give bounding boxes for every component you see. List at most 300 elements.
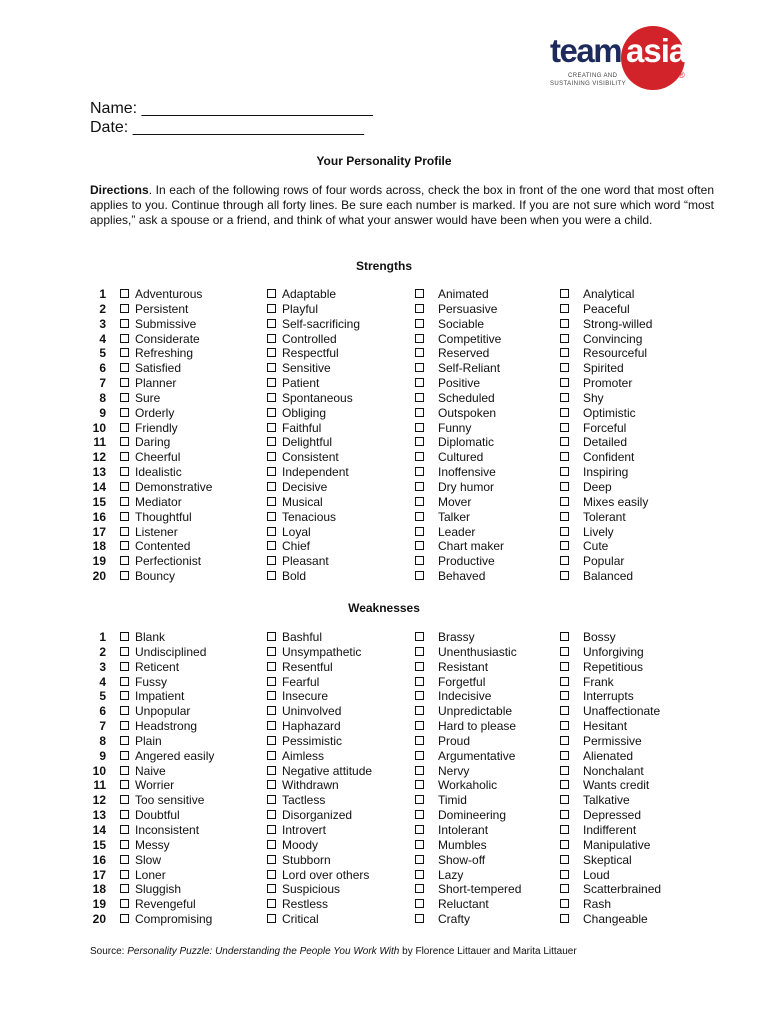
word-option[interactable]	[120, 675, 167, 690]
word-option[interactable]	[560, 361, 624, 376]
checkbox[interactable]	[120, 319, 129, 328]
word-option[interactable]	[120, 749, 214, 764]
checkbox[interactable]	[415, 795, 424, 804]
checkbox[interactable]	[120, 795, 129, 804]
checkbox[interactable]	[267, 691, 276, 700]
word-option[interactable]	[120, 660, 179, 675]
checkbox[interactable]	[415, 527, 424, 536]
checkbox[interactable]	[120, 884, 129, 893]
word-option[interactable]	[415, 406, 496, 421]
checkbox[interactable]	[120, 736, 129, 745]
word-option[interactable]	[267, 764, 372, 779]
checkbox[interactable]	[267, 363, 276, 372]
checkbox[interactable]	[415, 408, 424, 417]
word-option[interactable]	[267, 868, 369, 883]
word-option[interactable]	[267, 630, 322, 645]
word-option[interactable]	[560, 391, 604, 406]
word-option[interactable]	[415, 376, 480, 391]
checkbox[interactable]	[560, 825, 569, 834]
word-option[interactable]	[120, 853, 161, 868]
checkbox[interactable]	[267, 527, 276, 536]
word-option[interactable]	[560, 868, 610, 883]
checkbox[interactable]	[120, 825, 129, 834]
word-option[interactable]	[415, 823, 488, 838]
checkbox[interactable]	[415, 825, 424, 834]
word-option[interactable]	[415, 525, 475, 540]
checkbox[interactable]	[120, 721, 129, 730]
word-option[interactable]	[560, 853, 632, 868]
checkbox[interactable]	[560, 751, 569, 760]
word-option[interactable]	[120, 569, 175, 584]
word-option[interactable]	[267, 793, 325, 808]
word-option[interactable]	[267, 675, 319, 690]
word-option[interactable]	[560, 539, 608, 554]
checkbox[interactable]	[415, 363, 424, 372]
checkbox[interactable]	[120, 556, 129, 565]
word-option[interactable]	[415, 645, 517, 660]
word-option[interactable]	[267, 554, 329, 569]
checkbox[interactable]	[560, 393, 569, 402]
checkbox[interactable]	[415, 884, 424, 893]
word-option[interactable]	[120, 391, 160, 406]
word-option[interactable]	[267, 734, 342, 749]
checkbox[interactable]	[267, 647, 276, 656]
checkbox[interactable]	[560, 556, 569, 565]
checkbox[interactable]	[415, 810, 424, 819]
word-option[interactable]	[120, 704, 190, 719]
word-option[interactable]	[415, 539, 504, 554]
word-option[interactable]	[120, 332, 200, 347]
checkbox[interactable]	[267, 721, 276, 730]
checkbox[interactable]	[415, 319, 424, 328]
checkbox[interactable]	[120, 467, 129, 476]
checkbox[interactable]	[415, 541, 424, 550]
checkbox[interactable]	[267, 914, 276, 923]
word-option[interactable]	[267, 332, 337, 347]
word-option[interactable]	[560, 495, 648, 510]
word-option[interactable]	[120, 406, 174, 421]
checkbox[interactable]	[560, 497, 569, 506]
word-option[interactable]	[267, 435, 332, 450]
checkbox[interactable]	[267, 751, 276, 760]
word-option[interactable]	[415, 287, 489, 302]
checkbox[interactable]	[120, 677, 129, 686]
checkbox[interactable]	[560, 706, 569, 715]
checkbox[interactable]	[560, 571, 569, 580]
word-option[interactable]	[415, 630, 475, 645]
checkbox[interactable]	[415, 721, 424, 730]
word-option[interactable]	[560, 704, 660, 719]
checkbox[interactable]	[120, 691, 129, 700]
word-option[interactable]	[120, 823, 199, 838]
checkbox[interactable]	[560, 289, 569, 298]
word-option[interactable]	[267, 421, 321, 436]
checkbox[interactable]	[560, 914, 569, 923]
word-option[interactable]	[560, 630, 616, 645]
word-option[interactable]	[560, 435, 627, 450]
word-option[interactable]	[120, 450, 180, 465]
word-option[interactable]	[415, 719, 516, 734]
word-option[interactable]	[120, 287, 202, 302]
word-option[interactable]	[120, 525, 178, 540]
checkbox[interactable]	[415, 571, 424, 580]
checkbox[interactable]	[560, 870, 569, 879]
word-option[interactable]	[120, 645, 206, 660]
word-option[interactable]	[267, 346, 339, 361]
word-option[interactable]	[415, 808, 506, 823]
checkbox[interactable]	[120, 870, 129, 879]
word-option[interactable]	[267, 704, 341, 719]
checkbox[interactable]	[120, 497, 129, 506]
word-option[interactable]	[415, 912, 470, 927]
word-option[interactable]	[560, 778, 649, 793]
checkbox[interactable]	[415, 914, 424, 923]
word-option[interactable]	[120, 882, 181, 897]
word-option[interactable]	[415, 346, 489, 361]
word-option[interactable]	[415, 361, 500, 376]
checkbox[interactable]	[415, 855, 424, 864]
word-option[interactable]	[560, 764, 644, 779]
checkbox[interactable]	[267, 706, 276, 715]
word-option[interactable]	[267, 287, 336, 302]
date-line[interactable]: __________________________	[132, 119, 365, 136]
word-option[interactable]	[415, 569, 485, 584]
checkbox[interactable]	[120, 363, 129, 372]
word-option[interactable]	[120, 778, 174, 793]
word-option[interactable]	[560, 719, 627, 734]
word-option[interactable]	[415, 749, 515, 764]
word-option[interactable]	[560, 346, 647, 361]
checkbox[interactable]	[267, 870, 276, 879]
checkbox[interactable]	[267, 677, 276, 686]
word-option[interactable]	[120, 495, 182, 510]
word-option[interactable]	[267, 495, 323, 510]
word-option[interactable]	[120, 376, 176, 391]
checkbox[interactable]	[267, 632, 276, 641]
checkbox[interactable]	[120, 408, 129, 417]
checkbox[interactable]	[415, 393, 424, 402]
checkbox[interactable]	[120, 304, 129, 313]
checkbox[interactable]	[560, 766, 569, 775]
checkbox[interactable]	[120, 914, 129, 923]
word-option[interactable]	[415, 317, 484, 332]
checkbox[interactable]	[560, 810, 569, 819]
checkbox[interactable]	[267, 571, 276, 580]
checkbox[interactable]	[415, 647, 424, 656]
checkbox[interactable]	[415, 870, 424, 879]
checkbox[interactable]	[267, 408, 276, 417]
checkbox[interactable]	[415, 691, 424, 700]
word-option[interactable]	[120, 361, 181, 376]
word-option[interactable]	[415, 704, 512, 719]
word-option[interactable]	[560, 421, 626, 436]
checkbox[interactable]	[560, 482, 569, 491]
word-option[interactable]	[120, 539, 190, 554]
word-option[interactable]	[120, 793, 204, 808]
checkbox[interactable]	[415, 766, 424, 775]
checkbox[interactable]	[267, 378, 276, 387]
word-option[interactable]	[560, 675, 614, 690]
word-option[interactable]	[415, 510, 470, 525]
word-option[interactable]	[267, 317, 360, 332]
word-option[interactable]	[560, 376, 632, 391]
word-option[interactable]	[120, 317, 196, 332]
checkbox[interactable]	[120, 571, 129, 580]
checkbox[interactable]	[560, 721, 569, 730]
word-option[interactable]	[560, 450, 634, 465]
word-option[interactable]	[560, 287, 634, 302]
checkbox[interactable]	[267, 452, 276, 461]
word-option[interactable]	[120, 480, 212, 495]
checkbox[interactable]	[415, 452, 424, 461]
checkbox[interactable]	[120, 527, 129, 536]
checkbox[interactable]	[120, 378, 129, 387]
word-option[interactable]	[415, 897, 489, 912]
name-field[interactable]	[90, 100, 373, 118]
word-option[interactable]	[267, 450, 339, 465]
word-option[interactable]	[560, 660, 643, 675]
checkbox[interactable]	[560, 527, 569, 536]
checkbox[interactable]	[267, 766, 276, 775]
word-option[interactable]	[560, 734, 642, 749]
checkbox[interactable]	[120, 706, 129, 715]
word-option[interactable]	[560, 554, 624, 569]
checkbox[interactable]	[415, 662, 424, 671]
word-option[interactable]	[560, 525, 614, 540]
word-option[interactable]	[560, 912, 648, 927]
word-option[interactable]	[415, 882, 521, 897]
checkbox[interactable]	[415, 467, 424, 476]
word-option[interactable]	[415, 778, 497, 793]
checkbox[interactable]	[560, 423, 569, 432]
checkbox[interactable]	[267, 334, 276, 343]
word-option[interactable]	[560, 838, 650, 853]
checkbox[interactable]	[415, 289, 424, 298]
word-option[interactable]	[415, 734, 470, 749]
checkbox[interactable]	[560, 840, 569, 849]
checkbox[interactable]	[415, 423, 424, 432]
checkbox[interactable]	[415, 677, 424, 686]
word-option[interactable]	[120, 838, 170, 853]
checkbox[interactable]	[267, 810, 276, 819]
checkbox[interactable]	[120, 855, 129, 864]
word-option[interactable]	[415, 675, 485, 690]
checkbox[interactable]	[560, 662, 569, 671]
word-option[interactable]	[415, 450, 483, 465]
word-option[interactable]	[120, 302, 188, 317]
checkbox[interactable]	[267, 541, 276, 550]
checkbox[interactable]	[560, 677, 569, 686]
checkbox[interactable]	[560, 541, 569, 550]
checkbox[interactable]	[267, 736, 276, 745]
word-option[interactable]	[267, 749, 324, 764]
word-option[interactable]	[120, 897, 196, 912]
word-option[interactable]	[267, 361, 331, 376]
word-option[interactable]	[120, 421, 178, 436]
checkbox[interactable]	[120, 289, 129, 298]
checkbox[interactable]	[267, 556, 276, 565]
word-option[interactable]	[267, 823, 326, 838]
word-option[interactable]	[560, 689, 634, 704]
checkbox[interactable]	[415, 512, 424, 521]
checkbox[interactable]	[560, 408, 569, 417]
word-option[interactable]	[415, 495, 471, 510]
word-option[interactable]	[415, 435, 494, 450]
checkbox[interactable]	[120, 393, 129, 402]
word-option[interactable]	[120, 689, 184, 704]
checkbox[interactable]	[415, 899, 424, 908]
checkbox[interactable]	[267, 482, 276, 491]
checkbox[interactable]	[415, 751, 424, 760]
word-option[interactable]	[267, 897, 328, 912]
checkbox[interactable]	[415, 348, 424, 357]
word-option[interactable]	[267, 719, 341, 734]
word-option[interactable]	[415, 302, 497, 317]
word-option[interactable]	[120, 808, 180, 823]
word-option[interactable]	[120, 734, 162, 749]
word-option[interactable]	[560, 823, 636, 838]
checkbox[interactable]	[560, 334, 569, 343]
checkbox[interactable]	[120, 541, 129, 550]
checkbox[interactable]	[120, 766, 129, 775]
checkbox[interactable]	[120, 334, 129, 343]
checkbox[interactable]	[560, 855, 569, 864]
word-option[interactable]	[267, 480, 327, 495]
checkbox[interactable]	[560, 647, 569, 656]
checkbox[interactable]	[267, 662, 276, 671]
checkbox[interactable]	[120, 437, 129, 446]
word-option[interactable]	[415, 332, 501, 347]
word-option[interactable]	[267, 406, 326, 421]
word-option[interactable]	[267, 660, 333, 675]
checkbox[interactable]	[120, 452, 129, 461]
word-option[interactable]	[267, 645, 361, 660]
word-option[interactable]	[415, 689, 491, 704]
word-option[interactable]	[120, 435, 170, 450]
checkbox[interactable]	[415, 482, 424, 491]
word-option[interactable]	[560, 332, 642, 347]
word-option[interactable]	[560, 302, 630, 317]
checkbox[interactable]	[415, 437, 424, 446]
checkbox[interactable]	[120, 662, 129, 671]
checkbox[interactable]	[560, 304, 569, 313]
checkbox[interactable]	[120, 423, 129, 432]
word-option[interactable]	[267, 689, 328, 704]
checkbox[interactable]	[560, 899, 569, 908]
checkbox[interactable]	[560, 363, 569, 372]
word-option[interactable]	[120, 912, 212, 927]
checkbox[interactable]	[560, 884, 569, 893]
word-option[interactable]	[267, 376, 319, 391]
checkbox[interactable]	[415, 334, 424, 343]
word-option[interactable]	[267, 525, 311, 540]
date-field[interactable]	[90, 119, 364, 137]
word-option[interactable]	[415, 391, 495, 406]
word-option[interactable]	[560, 749, 633, 764]
checkbox[interactable]	[120, 647, 129, 656]
checkbox[interactable]	[267, 304, 276, 313]
word-option[interactable]	[267, 778, 339, 793]
word-option[interactable]	[120, 510, 192, 525]
word-option[interactable]	[415, 838, 487, 853]
checkbox[interactable]	[120, 482, 129, 491]
checkbox[interactable]	[267, 512, 276, 521]
word-option[interactable]	[415, 764, 469, 779]
checkbox[interactable]	[560, 691, 569, 700]
name-line[interactable]: __________________________	[141, 100, 373, 117]
word-option[interactable]	[120, 868, 166, 883]
word-option[interactable]	[560, 465, 628, 480]
checkbox[interactable]	[267, 348, 276, 357]
word-option[interactable]	[415, 465, 496, 480]
word-option[interactable]	[120, 465, 182, 480]
word-option[interactable]	[415, 554, 495, 569]
checkbox[interactable]	[415, 706, 424, 715]
word-option[interactable]	[120, 554, 201, 569]
word-option[interactable]	[560, 808, 641, 823]
checkbox[interactable]	[120, 751, 129, 760]
checkbox[interactable]	[560, 780, 569, 789]
checkbox[interactable]	[267, 899, 276, 908]
checkbox[interactable]	[120, 810, 129, 819]
word-option[interactable]	[415, 480, 494, 495]
checkbox[interactable]	[267, 884, 276, 893]
word-option[interactable]	[415, 421, 471, 436]
word-option[interactable]	[560, 897, 611, 912]
word-option[interactable]	[560, 510, 626, 525]
checkbox[interactable]	[415, 556, 424, 565]
checkbox[interactable]	[267, 825, 276, 834]
checkbox[interactable]	[415, 304, 424, 313]
checkbox[interactable]	[267, 437, 276, 446]
checkbox[interactable]	[120, 899, 129, 908]
word-option[interactable]	[267, 569, 306, 584]
checkbox[interactable]	[120, 780, 129, 789]
word-option[interactable]	[415, 853, 485, 868]
word-option[interactable]	[560, 645, 644, 660]
checkbox[interactable]	[560, 319, 569, 328]
word-option[interactable]	[415, 868, 463, 883]
checkbox[interactable]	[267, 780, 276, 789]
checkbox[interactable]	[560, 437, 569, 446]
word-option[interactable]	[267, 838, 318, 853]
word-option[interactable]	[120, 764, 166, 779]
checkbox[interactable]	[267, 423, 276, 432]
word-option[interactable]	[560, 882, 661, 897]
checkbox[interactable]	[120, 512, 129, 521]
checkbox[interactable]	[267, 289, 276, 298]
word-option[interactable]	[560, 569, 633, 584]
checkbox[interactable]	[415, 840, 424, 849]
checkbox[interactable]	[267, 497, 276, 506]
checkbox[interactable]	[560, 452, 569, 461]
word-option[interactable]	[120, 630, 165, 645]
word-option[interactable]	[560, 480, 612, 495]
checkbox[interactable]	[560, 378, 569, 387]
word-option[interactable]	[267, 912, 319, 927]
word-option[interactable]	[267, 882, 340, 897]
checkbox[interactable]	[415, 378, 424, 387]
checkbox[interactable]	[415, 497, 424, 506]
checkbox[interactable]	[415, 632, 424, 641]
checkbox[interactable]	[560, 632, 569, 641]
checkbox[interactable]	[267, 467, 276, 476]
checkbox[interactable]	[267, 393, 276, 402]
word-option[interactable]	[415, 793, 467, 808]
word-option[interactable]	[267, 302, 318, 317]
checkbox[interactable]	[267, 840, 276, 849]
word-option[interactable]	[267, 853, 331, 868]
